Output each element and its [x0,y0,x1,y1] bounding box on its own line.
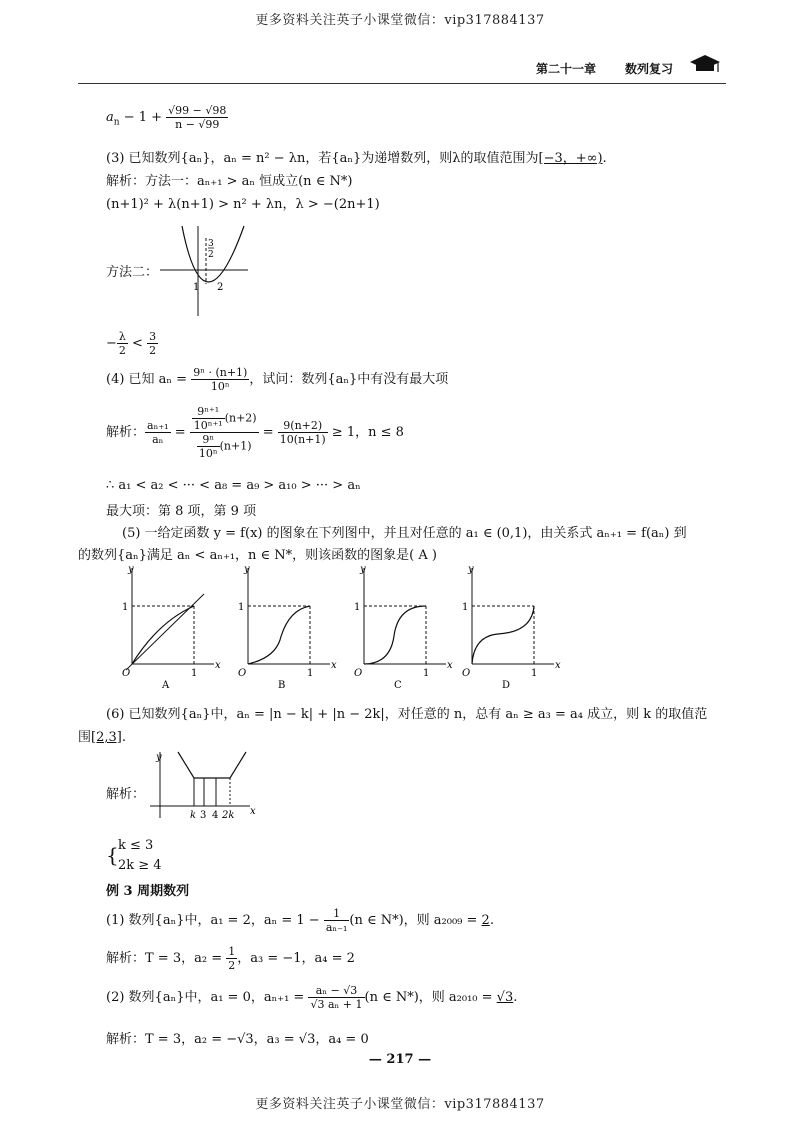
problem-4-question: (4) 已知 aₙ = $\frac{\text{9ⁿ · (n+1)}}{\text{10ⁿ}}$ ，试问：数列{aₙ}中有没有最大项 [106,366,449,393]
graph-b [238,564,337,691]
svg-text:1: 1 [122,602,129,613]
svg-text:x: x [447,660,453,671]
system-brace: { [106,843,119,867]
problem-6-question-line1: (6) 已知数列{aₙ}中，aₙ = |n − k| + |n − 2k|，对任意的 n，总有 aₙ ≥ a₃ = a₄ 成立，则 k 的取值范 [106,707,708,722]
parabola-label-num: 3 [208,239,214,249]
example-3-q2-solution: 解析：T = 3，a₂ = −√3，a₃ = √3，a₄ = 0 [106,1032,369,1047]
graph-d [462,564,561,691]
chapter-label: 第二十一章 [536,62,597,76]
page-number: — 217 — [368,1052,432,1067]
problem-4-chain: ∴ a₁ < a₂ < ··· < a₈ = a₉ > a₁₀ > ··· > aₙ [106,478,361,493]
problem-3-method-1b: (n+1)² + λ(n+1) > n² + λn，λ > −(2n+1) [106,197,380,212]
graph-c [354,564,453,691]
svg-text:x: x [331,660,337,671]
svg-text:x: x [215,660,221,671]
problem-3-method-2: 方法二： [106,265,159,280]
svg-text:1: 1 [238,602,245,613]
example-3-q2: (2) 数列{aₙ}中，a₁ = 0，aₙ₊₁ = $\frac{\text{aₙ − √3}}{\text{√3 aₙ + 1}}$ (n ∈ N*)，则 a₂₀₁₀ = √3. [106,984,518,1011]
svg-text:y: y [128,564,134,575]
svg-text:y: y [468,564,474,575]
example-3-q1: (1) 数列{aₙ}中，a₁ = 2，aₙ = 1 − $\frac{1}{\text{aₙ₋₁}}$ (n ∈ N*)，则 a₂₀₀₉ = 2. [106,907,494,934]
watermark-bottom: 更多资料关注英子小课堂微信：vip317884137 [255,1097,545,1112]
parabola-label-1: 1 [193,282,200,293]
graph-a [122,564,221,691]
svg-text:O: O [238,668,247,679]
problem-6-solution-label: 解析： [106,787,146,802]
svg-text:4: 4 [212,810,219,821]
parabola-label-2: 2 [217,282,224,293]
svg-text:y: y [244,564,250,575]
problem-3-method-1: 解析：方法一：aₙ₊₁ > aₙ 恒成立(n ∈ N*) [106,174,353,189]
svg-text:1: 1 [462,602,469,613]
section-label: 数列复习 [625,62,674,76]
svg-text:x: x [250,806,256,817]
example-3-q2-answer: √3 [496,990,514,1005]
svg-text:k: k [190,810,197,821]
system-line-2: 2k ≥ 4 [118,858,162,873]
problem-4-max: 最大项：第 8 项，第 9 项 [106,504,257,519]
abs-value-graph [146,748,258,824]
svg-text:1: 1 [354,602,361,613]
caption-b: B [278,680,286,691]
parabola-label-den: 2 [208,250,214,260]
svg-text:3: 3 [200,810,207,821]
formula-an: $a_n - 1$ + $\frac{√99 - √98}{n - √99}$ [106,104,227,131]
svg-text:1: 1 [307,668,314,679]
svg-text:1: 1 [191,668,198,679]
svg-text:O: O [354,668,363,679]
problem-5-question-line2: 的数列{aₙ}满足 aₙ < aₙ₊₁，n ∈ N*，则该函数的图象是( A ) [78,548,437,563]
example-3-q1-answer: 2 [481,913,490,928]
function-graphs [118,562,738,692]
svg-text:O: O [122,668,131,679]
example-3-heading: 例 3 周期数列 [106,884,190,899]
problem-6-question-line2: 围[2,3]. [78,730,126,745]
svg-text:y: y [360,564,366,575]
svg-text:O: O [462,668,471,679]
header-rule [78,83,726,84]
problem-5-question-line1: (5) 一给定函数 y = f(x) 的图象在下列图中，并且对任意的 a₁ ∈ (0,1)，由关系式 aₙ₊₁ = f(aₙ) 到 [122,526,687,541]
problem-3-question: (3) 已知数列{aₙ}，aₙ = n² − λn，若{aₙ}为递增数列，则λ的取值范围为[−3，+∞). [106,151,607,166]
graduation-cap-icon [688,52,722,76]
example-3-q1-solution: 解析：T = 3，a₂ = $\frac{1}{2}$ ，a₃ = −1，a₄ = 2 [106,945,355,972]
parabola-figure [160,218,250,318]
svg-text:y: y [156,752,162,763]
problem-6-answer: [2,3] [91,730,122,745]
problem-3-answer: [−3，+∞) [538,151,603,166]
problem-3-method-2-result: − $\frac{\lambda}{2}$ < $\frac{3}{2}$ [106,330,157,357]
svg-text:1: 1 [423,668,430,679]
caption-c: C [394,680,402,691]
svg-text:x: x [555,660,561,671]
caption-a: A [162,680,170,691]
svg-text:1: 1 [531,668,538,679]
caption-d: D [502,680,511,691]
system-line-1: k ≤ 3 [118,838,154,853]
svg-text:2k: 2k [222,810,235,821]
problem-4-solution: 解析： $\frac{\text{aₙ₊₁}}{\text{aₙ}}$ = $\frac{\text{9ⁿ⁺¹}}{\text{10ⁿ⁺¹}}$ (n+2) $\frac{\text{9ⁿ}}{\text{10ⁿ}}$ (n+1) = $\frac{9(n+2)}{10(n+1)}$ ≥ 1，n ≤ 8 [106,405,404,460]
watermark-top: 更多资料关注英子小课堂微信：vip317884137 [255,13,545,28]
